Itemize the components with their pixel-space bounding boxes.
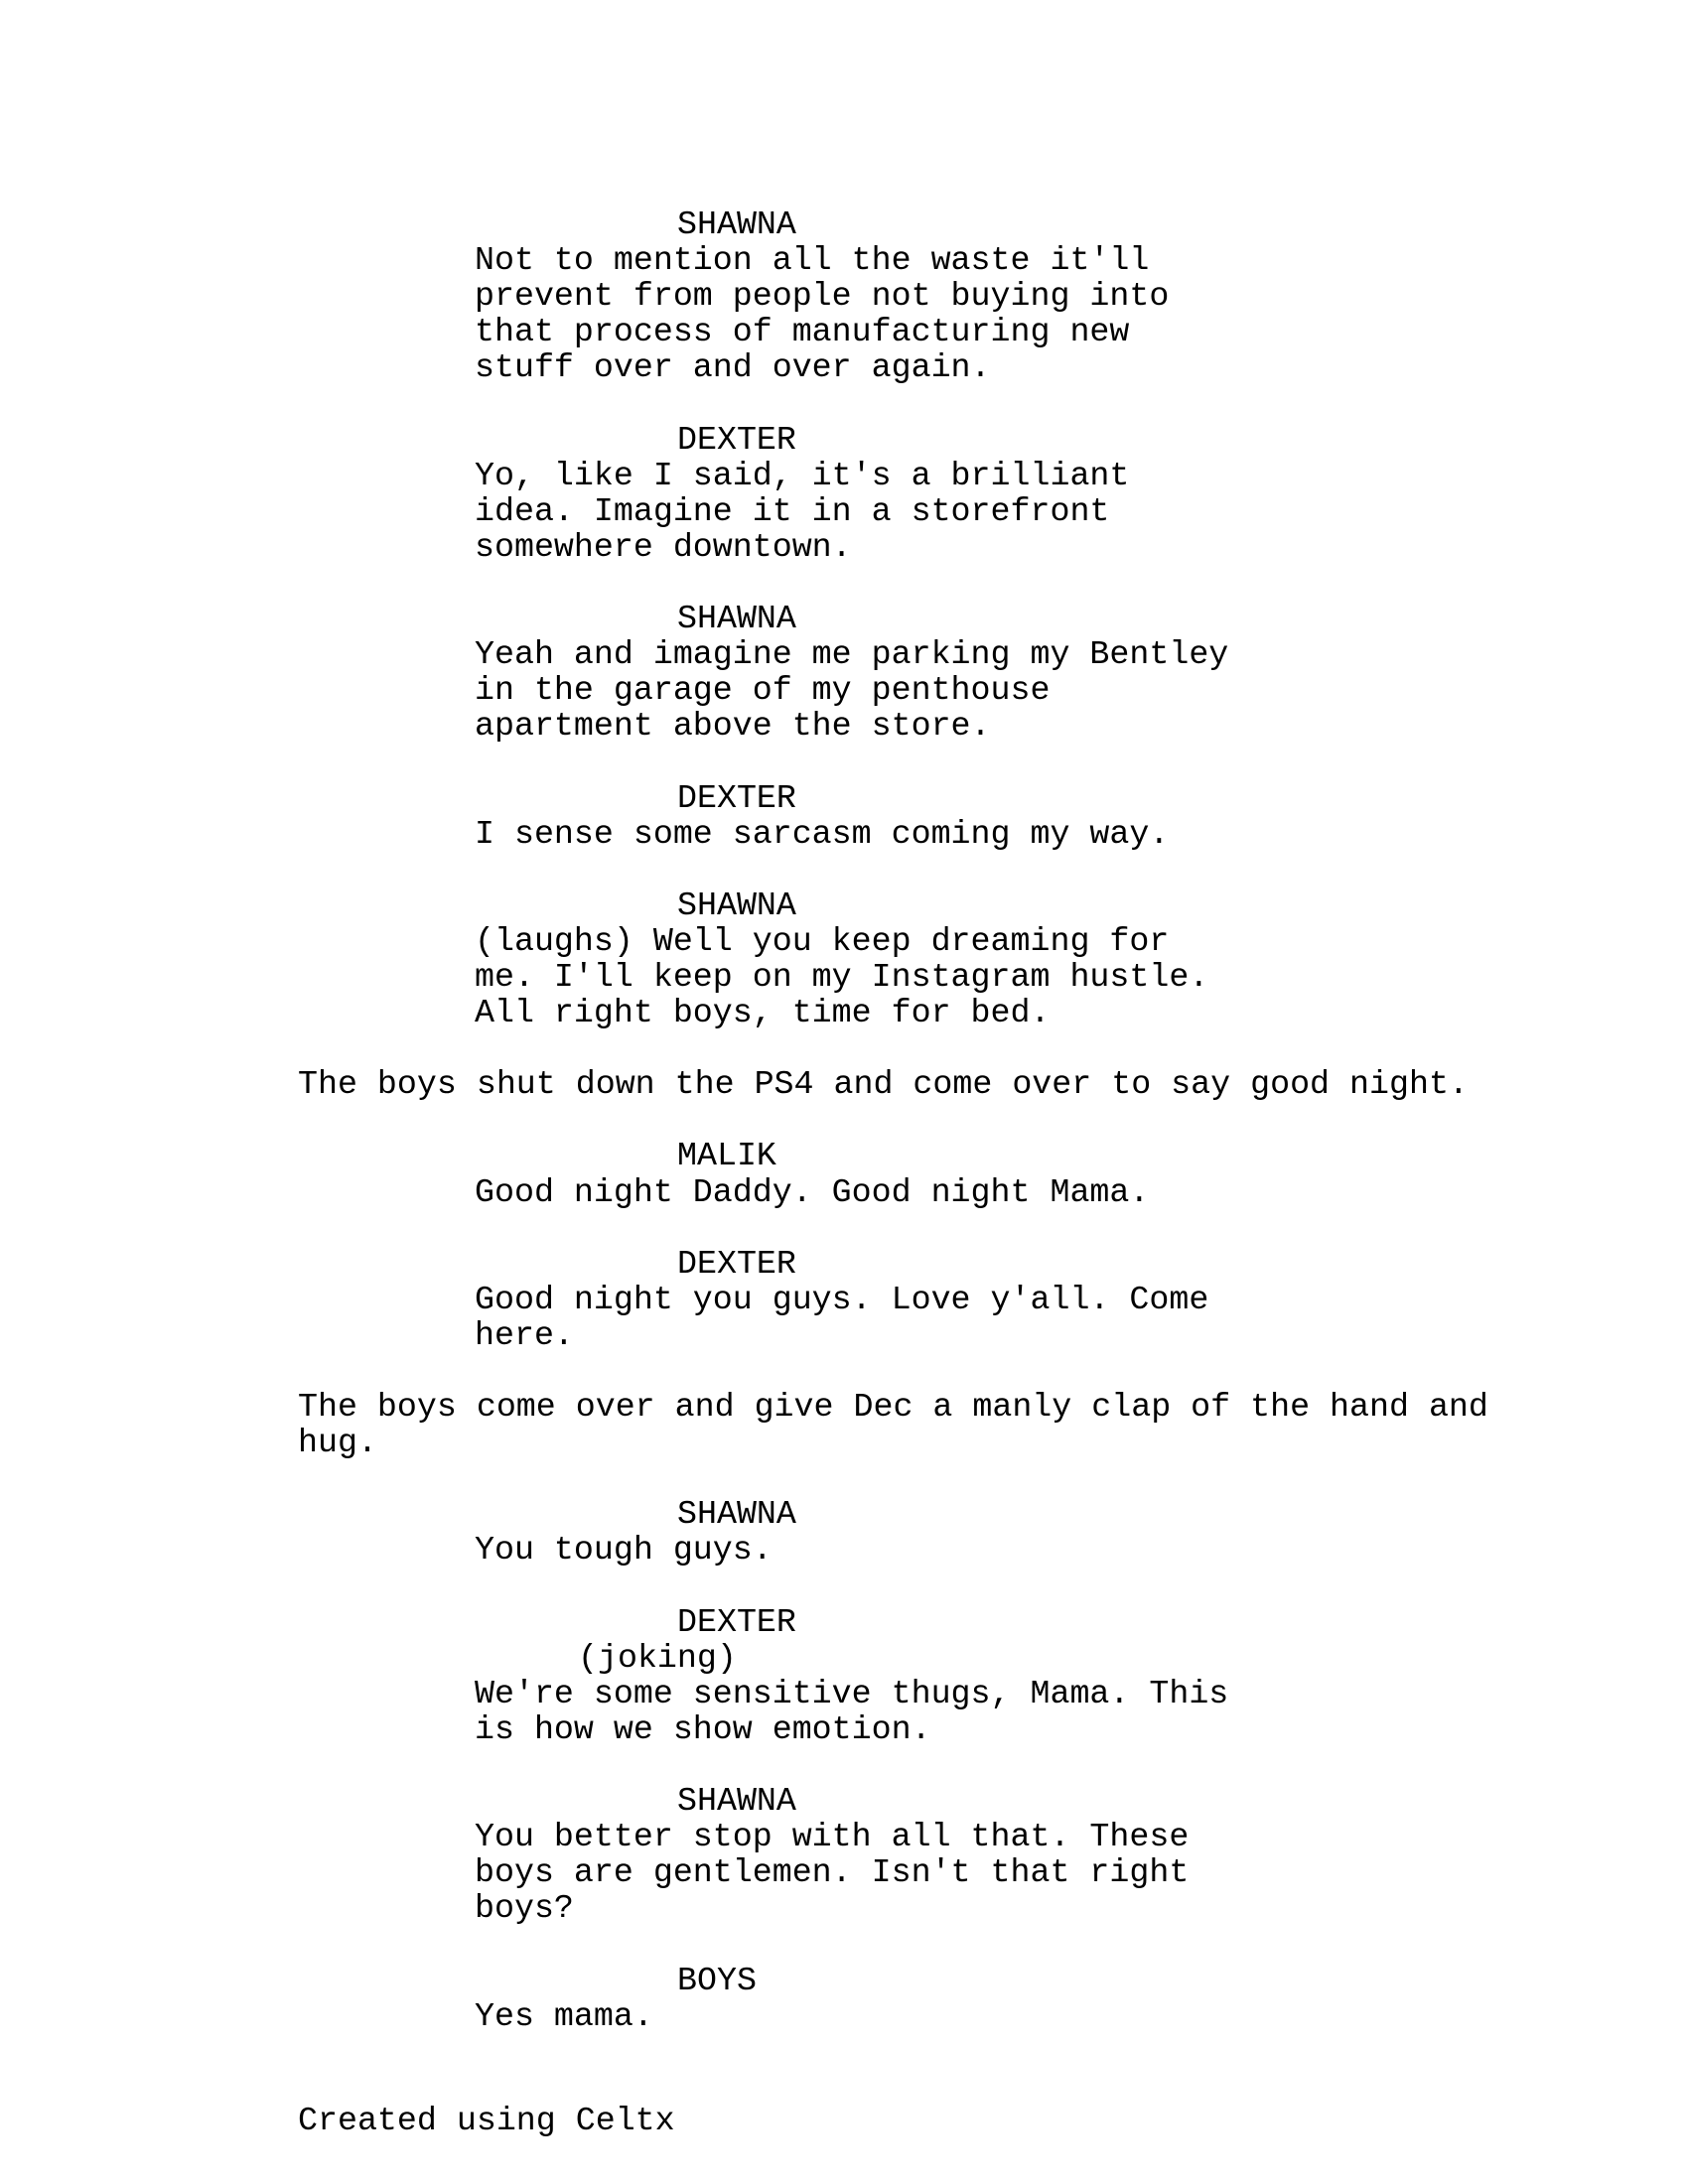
dialogue-line: I sense some sarcasm coming my way. [475,814,1170,853]
dialogue-line: Yes mama. [475,1996,653,2035]
dialogue-line: You tough guys. [475,1531,773,1570]
dialogue-line: me. I'll keep on my Instagram hustle. [475,957,1209,996]
dialogue-block [0,1246,1688,1353]
dialogue-line: that process of manufacturing new [475,313,1130,351]
dialogue-block [0,1783,1688,1926]
dialogue-line: We're some sensitive thugs, Mama. This [475,1674,1229,1712]
dialogue-line: boys? [475,1889,574,1928]
dialogue-line: here. [475,1315,574,1354]
dialogue-line: You better stop with all that. These [475,1818,1190,1856]
character-name: DEXTER [677,778,796,817]
dialogue-block [0,1138,1688,1209]
parenthetical: (joking) [578,1638,737,1677]
dialogue-line: Good night you guys. Love y'all. Come [475,1280,1209,1318]
action-block [0,1066,1688,1102]
character-name: DEXTER [677,1244,796,1283]
dialogue-line: prevent from people not buying into [475,277,1170,316]
dialogue-line: All right boys, time for bed. [475,994,1051,1032]
dialogue-block [0,887,1688,1030]
dialogue-block [0,422,1688,565]
character-name: SHAWNA [677,1495,796,1534]
dialogue-line: (laughs) Well you keep dreaming for [475,921,1170,960]
dialogue-block [0,1963,1688,2034]
action-block [0,1389,1688,1460]
script-content [0,206,1688,2034]
dialogue-line: somewhere downtown. [475,527,852,566]
dialogue-line: idea. Imagine it in a storefront [475,491,1110,530]
dialogue-block [0,206,1688,385]
dialogue-line: Good night Daddy. Good night Mama. [475,1172,1150,1211]
dialogue-block [0,601,1688,744]
action-line: The boys come over and give Dec a manly clap of the hand and [298,1388,1488,1427]
action-line: hug. [298,1424,377,1462]
dialogue-line: apartment above the store. [475,707,991,746]
character-name: MALIK [677,1137,776,1175]
dialogue-block [0,780,1688,852]
dialogue-block [0,1604,1688,1747]
character-name: DEXTER [677,1602,796,1641]
character-name: BOYS [677,1961,757,1999]
character-name: DEXTER [677,420,796,459]
action-line: The boys shut down the PS4 and come over to say good night. [298,1065,1469,1104]
dialogue-line: Not to mention all the waste it'll [475,241,1150,280]
character-name: SHAWNA [677,600,796,638]
dialogue-line: is how we show emotion. [475,1709,931,1748]
character-name: SHAWNA [677,205,796,243]
dialogue-line: stuff over and over again. [475,348,991,387]
dialogue-line: Yo, like I said, it's a brilliant [475,456,1130,494]
dialogue-line: in the garage of my penthouse [475,671,1051,710]
character-name: SHAWNA [677,886,796,924]
celtx-footer: Created using Celtx [298,2102,675,2139]
dialogue-line: Yeah and imagine me parking my Bentley [475,635,1229,674]
dialogue-line: boys are gentlemen. Isn't that right [475,1853,1190,1892]
character-name: SHAWNA [677,1782,796,1821]
dialogue-block [0,1496,1688,1568]
